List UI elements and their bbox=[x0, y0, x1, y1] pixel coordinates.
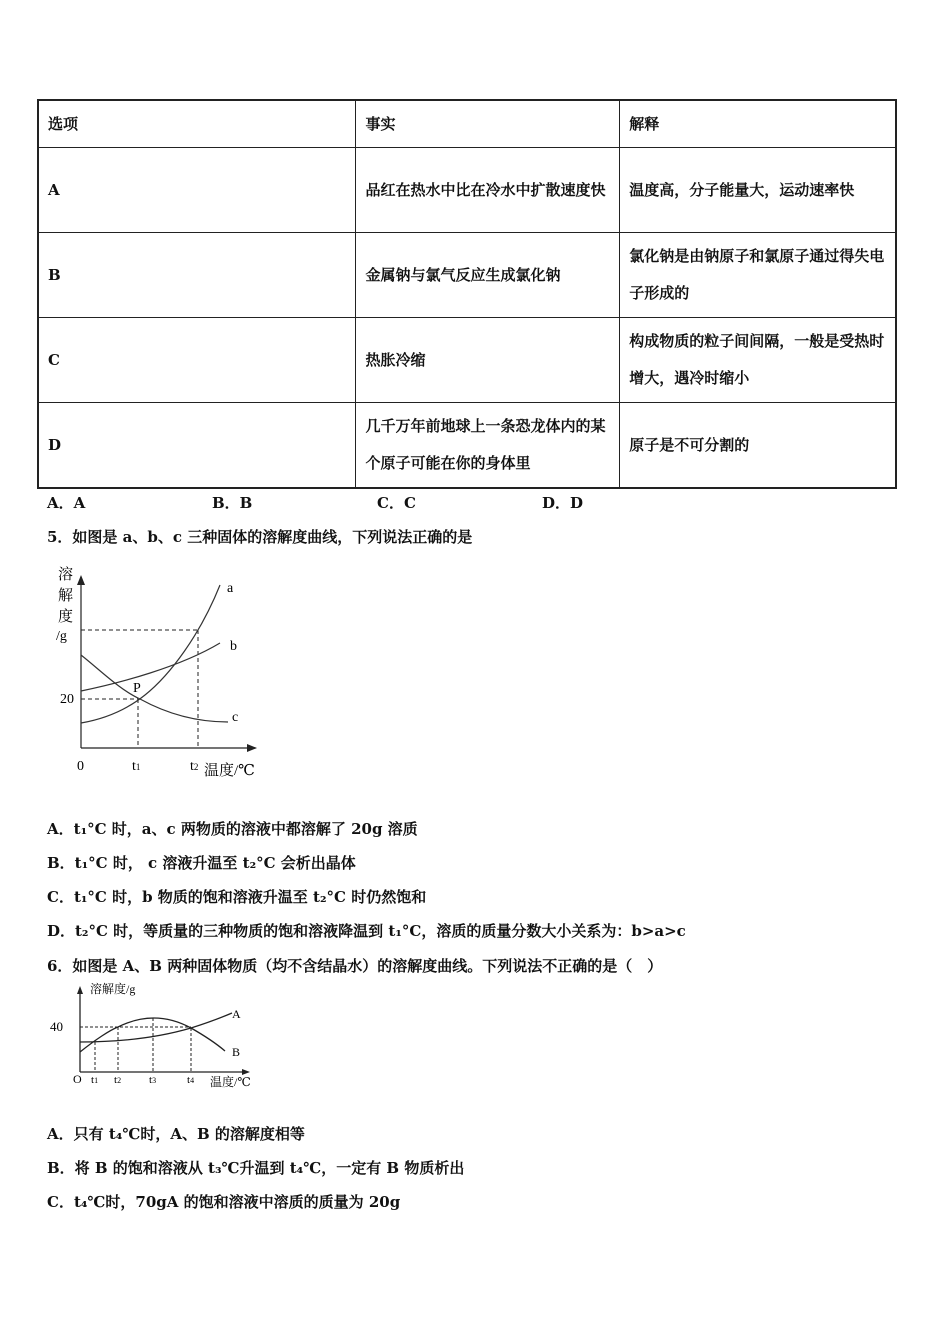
cell-fact: 品红在热水中比在冷水中扩散速度快 bbox=[356, 148, 620, 233]
cell-fact: 热胀冷缩 bbox=[356, 318, 620, 403]
cell-option: A bbox=[38, 148, 356, 233]
q5-option-d: D．t₂°C 时，等质量的三种物质的饱和溶液降温到 t₁°C，溶质的质量分数大小关系为：b>a>c bbox=[47, 922, 686, 940]
series-c-label: c bbox=[232, 710, 239, 725]
cell-explanation: 氯化钠是由钠原子和氯原子通过得失电子形成的 bbox=[620, 233, 896, 318]
y-axis-label-1: 溶 bbox=[58, 567, 74, 583]
y-axis-label-3: 度 bbox=[58, 609, 74, 625]
solubility-chart-ab bbox=[40, 980, 300, 1095]
cell-explanation: 温度高，分子能量大，运动速率快 bbox=[620, 148, 896, 233]
cell-option: C bbox=[38, 318, 356, 403]
cell-option: D bbox=[38, 403, 356, 489]
solubility-chart-abc bbox=[40, 555, 280, 785]
q4-answer-a: A．A bbox=[47, 494, 86, 512]
q5-option-c: C．t₁°C 时，b 物质的饱和溶液升温至 t₂°C 时仍然饱和 bbox=[47, 888, 427, 906]
q6-option-c: C．t₄℃时，70gA 的饱和溶液中溶质的质量为 20g bbox=[47, 1193, 401, 1211]
x-tick-t1: t1 bbox=[132, 759, 141, 774]
table-row bbox=[38, 318, 896, 403]
y-axis-label: 溶解度/g bbox=[90, 982, 136, 996]
x-axis-label: 温度/℃ bbox=[204, 763, 255, 779]
x-tick-t2: t2 bbox=[114, 1074, 122, 1086]
series-b-label: B bbox=[232, 1045, 241, 1059]
y-axis-label-4: /g bbox=[56, 629, 67, 644]
y-tick-20: 20 bbox=[60, 692, 74, 707]
q6-option-b: B．将 B 的饱和溶液从 t₃℃升温到 t₄℃，一定有 B 物质析出 bbox=[47, 1159, 465, 1177]
x-tick-t1: t1 bbox=[91, 1074, 99, 1086]
x-tick-o: O bbox=[73, 1072, 82, 1086]
header-option: 选项 bbox=[38, 100, 356, 148]
cell-fact: 金属钠与氯气反应生成氯化钠 bbox=[356, 233, 620, 318]
x-axis-label: 温度/℃ bbox=[210, 1075, 251, 1089]
table-row bbox=[38, 148, 896, 233]
q5-option-b: B．t₁°C 时， c 溶液升温至 t₂°C 会析出晶体 bbox=[47, 854, 356, 872]
point-p-label: P bbox=[133, 681, 141, 696]
q5-option-a: A．t₁°C 时，a、c 两物质的溶液中都溶解了 20g 溶质 bbox=[47, 820, 418, 838]
x-tick-t4: t4 bbox=[187, 1074, 195, 1086]
header-explanation: 解释 bbox=[620, 100, 896, 148]
table-row bbox=[38, 233, 896, 318]
x-tick-t2: t2 bbox=[190, 759, 199, 774]
q6-option-a: A．只有 t₄℃时，A、B 的溶解度相等 bbox=[47, 1125, 305, 1143]
q6-stem: 6．如图是 A、B 两种固体物质（均不含结晶水）的溶解度曲线。下列说法不正确的是（ ） bbox=[47, 957, 663, 975]
table-row bbox=[38, 403, 896, 489]
q4-answer-d: D．D bbox=[542, 494, 584, 512]
q5-stem: 5．如图是 a、b、c 三种固体的溶解度曲线，下列说法正确的是 bbox=[47, 528, 473, 546]
cell-explanation: 原子是不可分割的 bbox=[620, 403, 896, 489]
cell-explanation: 构成物质的粒子间间隔，一般是受热时增大，遇冷时缩小 bbox=[620, 318, 896, 403]
q4-answer-b: B．B bbox=[212, 494, 253, 512]
series-a-label: A bbox=[232, 1007, 241, 1021]
cell-option: B bbox=[38, 233, 356, 318]
x-tick-0: 0 bbox=[77, 759, 84, 774]
series-b-label: b bbox=[230, 639, 237, 654]
y-tick-40: 40 bbox=[50, 1019, 63, 1034]
series-a-label: a bbox=[227, 581, 234, 596]
header-fact: 事实 bbox=[356, 100, 620, 148]
x-tick-t3: t3 bbox=[149, 1074, 157, 1086]
y-axis-label-2: 解 bbox=[58, 588, 74, 604]
q4-answer-c: C．C bbox=[377, 494, 416, 512]
options-table bbox=[37, 99, 897, 489]
table-header-row bbox=[38, 100, 896, 148]
cell-fact: 几千万年前地球上一条恐龙体内的某个原子可能在你的身体里 bbox=[356, 403, 620, 489]
